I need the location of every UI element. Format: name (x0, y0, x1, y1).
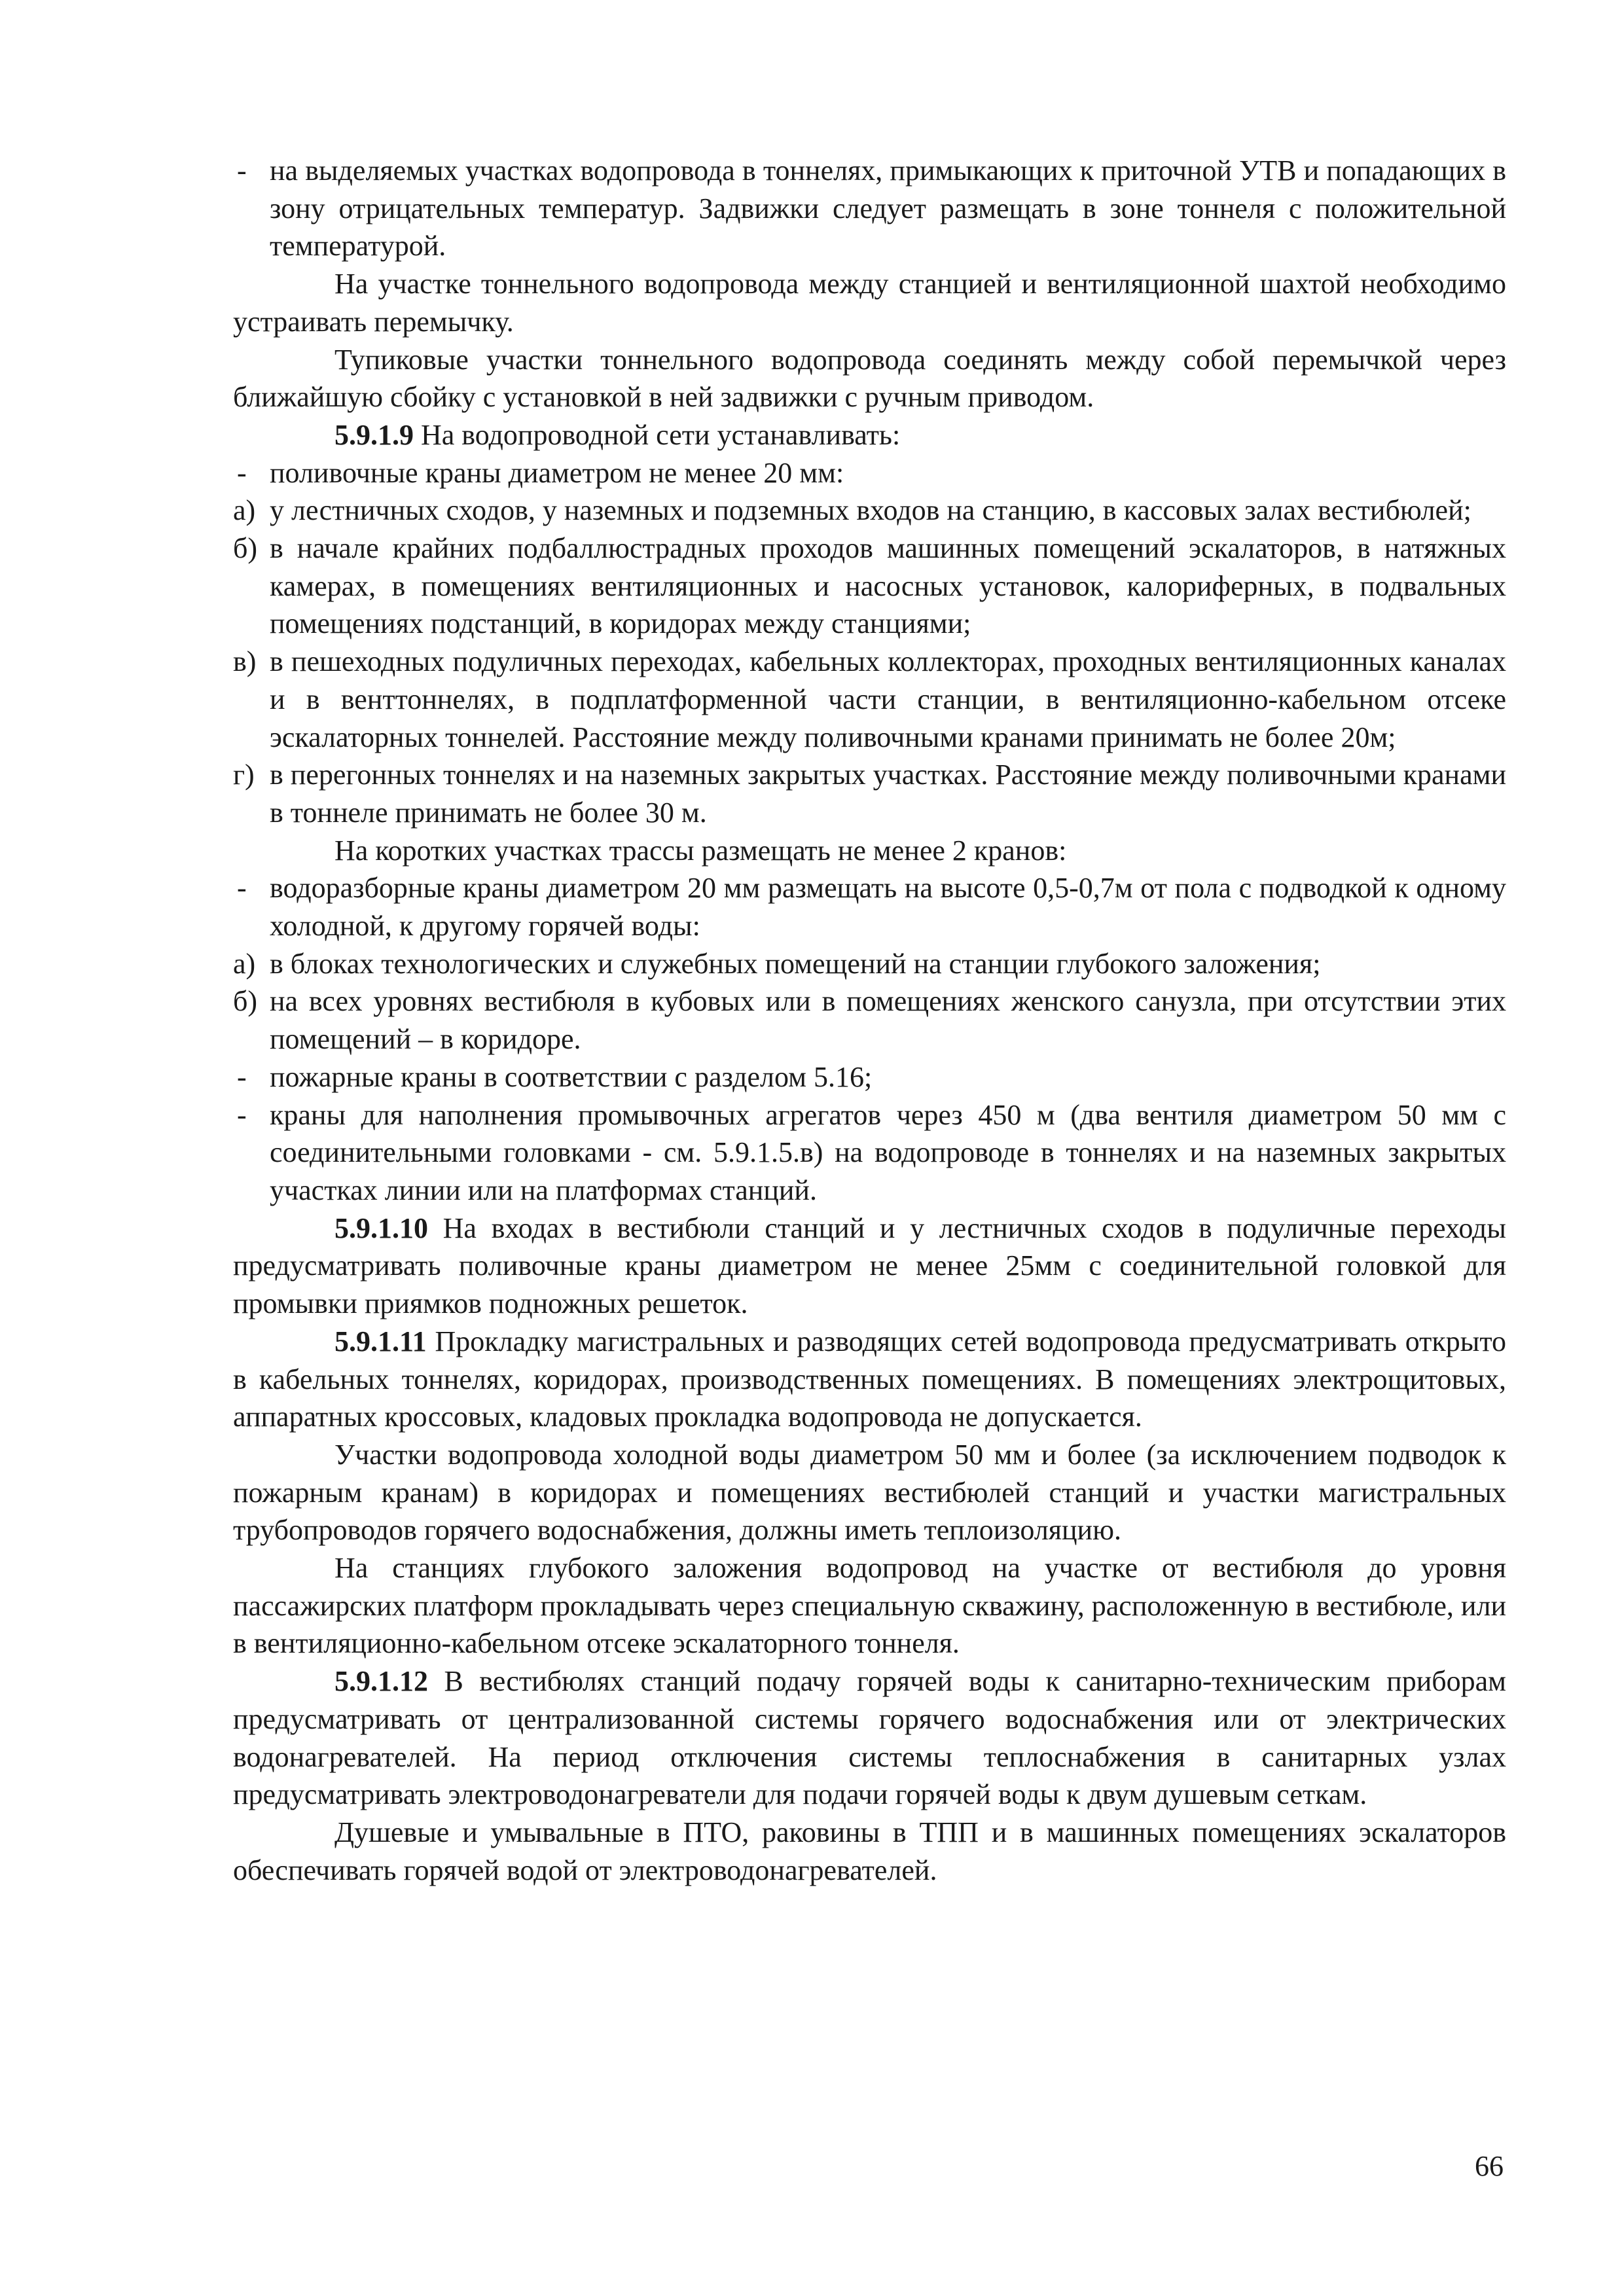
list-marker: - (237, 1060, 247, 1093)
list-item (233, 869, 1506, 944)
paragraph (233, 1436, 1506, 1549)
list-marker: б) (233, 532, 258, 565)
list-item (233, 643, 1506, 756)
list-item (233, 454, 1506, 492)
paragraph (233, 341, 1506, 416)
block-text: На станциях глубокого заложения водопровод на участке от вестибюля до уровня пассажирских платформ прокладывать через специальную скважину, расположенную в вестибюле, или в вентиляционно-кабельном отсеке эскалаторного тоннеля. (233, 1552, 1506, 1660)
clause-number: 5.9.1.12 (334, 1665, 428, 1698)
block-text: у лестничных сходов, у наземных и подземных входов на станцию, в кассовых залах вестибюлей; (270, 494, 1471, 527)
block-text: пожарные краны в соответствии с разделом 5.16; (270, 1060, 873, 1093)
block-text: водоразборные краны диаметром 20 мм размещать на высоте 0,5-0,7м от пола с подводкой к одному холодной, к другому горячей воды: (270, 872, 1506, 942)
page-number: 66 (1475, 2150, 1504, 2182)
block-text: в пешеходных подуличных переходах, кабельных коллекторах, проходных вентиляционных каналах и в венттоннелях, в подплатформенной части станции, в вентиляционно-кабельном отсеке эскалаторных тоннелей. Расстояние между поливочными кранами принимать не более 20м; (270, 645, 1506, 753)
paragraph (233, 265, 1506, 340)
list-item (233, 982, 1506, 1058)
block-text: Прокладку магистральных и разводящих сетей водопровода предусматривать открыто в кабельных тоннелях, коридорах, производственных помещениях. В помещениях электрощитовых, аппаратных кроссовых, кладовых прокладка водопровода не допускается. (233, 1325, 1506, 1433)
block-text: Участки водопровода холодной воды диаметром 50 мм и более (за исключением подводок к пожарным кранам) в коридорах и помещениях вестибюлей станций и участки магистральных трубопроводов горячего водоснабжения, должны иметь теплоизоляцию. (233, 1438, 1506, 1547)
page-body (233, 152, 1506, 1889)
list-item (233, 152, 1506, 265)
list-marker: а) (233, 947, 256, 980)
block-text: Тупиковые участки тоннельного водопровода соединять между собой перемычкой через ближайшую сбойку с установкой в ней задвижки с ручным приводом. (233, 343, 1506, 414)
block-text: На коротких участках трассы размещать не менее 2 кранов: (334, 834, 1067, 867)
block-text: в начале крайних подбаллюстрадных проходов машинных помещений эскалаторов, в натяжных камерах, в помещениях вентиляционных и насосных установок, калориферных, в подвальных помещениях подстанций, в коридорах между станциями; (270, 532, 1506, 640)
block-text: краны для наполнения промывочных агрегатов через 450 м (два вентиля диаметром 50 мм с соединительными головками - см. 5.9.1.5.в) на водопроводе в тоннелях и на наземных закрытых участках линии или на платформах станций. (270, 1098, 1506, 1206)
list-marker: б) (233, 985, 258, 1018)
block-text: на всех уровнях вестибюля в кубовых или в помещениях женского санузла, при отсутствии этих помещений – в коридоре. (270, 985, 1506, 1056)
list-item (233, 756, 1506, 831)
paragraph (233, 1549, 1506, 1662)
block-text: поливочные краны диаметром не менее 20 мм: (270, 456, 844, 489)
list-marker: - (237, 872, 247, 905)
clause-number: 5.9.1.11 (334, 1325, 427, 1357)
clause-number: 5.9.1.9 (334, 418, 414, 451)
list-marker: - (237, 456, 247, 489)
block-text: в блоках технологических и служебных помещений на станции глубокого заложения; (270, 947, 1321, 980)
list-marker: - (237, 1098, 247, 1131)
numbered-clause (233, 1662, 1506, 1814)
list-marker: - (237, 154, 247, 187)
list-item (233, 529, 1506, 643)
list-marker: в) (233, 645, 257, 678)
list-item (233, 945, 1506, 983)
block-text: в перегонных тоннелях и на наземных закрытых участках. Расстояние между поливочными кранами в тоннеле принимать не более 30 м. (270, 759, 1507, 829)
list-item (233, 492, 1506, 529)
block-text: Душевые и умывальные в ПТО, раковины в ТПП и в машинных помещениях эскалаторов обеспечивать горячей водой от электроводонагревателей. (233, 1816, 1506, 1886)
paragraph (233, 1814, 1506, 1889)
block-text: На водопроводной сети устанавливать: (421, 418, 901, 451)
clause-number: 5.9.1.10 (334, 1211, 428, 1244)
block-text: На входах в вестибюли станций и у лестничных сходов в подуличные переходы предусматривать поливочные краны диаметром не менее 25мм с соединительной головкой для промывки приямков подножных решеток. (233, 1211, 1506, 1320)
block-text: на выделяемых участках водопровода в тоннелях, примыкающих к приточной УТВ и попадающих в зону отрицательных температур. Задвижки следует размещать в зоне тоннеля с положительной температурой. (270, 154, 1506, 262)
numbered-clause (233, 1210, 1506, 1323)
block-text: В вестибюлях станций подачу горячей воды к санитарно-техническим приборам предусматривать от централизованной системы горячего водоснабжения или от электрических водонагревателей. На период отключения системы теплоснабжения в санитарных узлах предусматривать электроводонагреватели для подачи горячей воды к двум душевым сеткам. (233, 1665, 1507, 1811)
numbered-clause (233, 1323, 1506, 1436)
paragraph (233, 832, 1506, 870)
block-text: На участке тоннельного водопровода между станцией и вентиляционной шахтой необходимо устраивать перемычку. (233, 268, 1506, 338)
list-marker: г) (233, 759, 255, 791)
list-item (233, 1096, 1506, 1210)
list-item (233, 1058, 1506, 1096)
list-marker: а) (233, 494, 256, 527)
numbered-clause (233, 416, 1506, 454)
